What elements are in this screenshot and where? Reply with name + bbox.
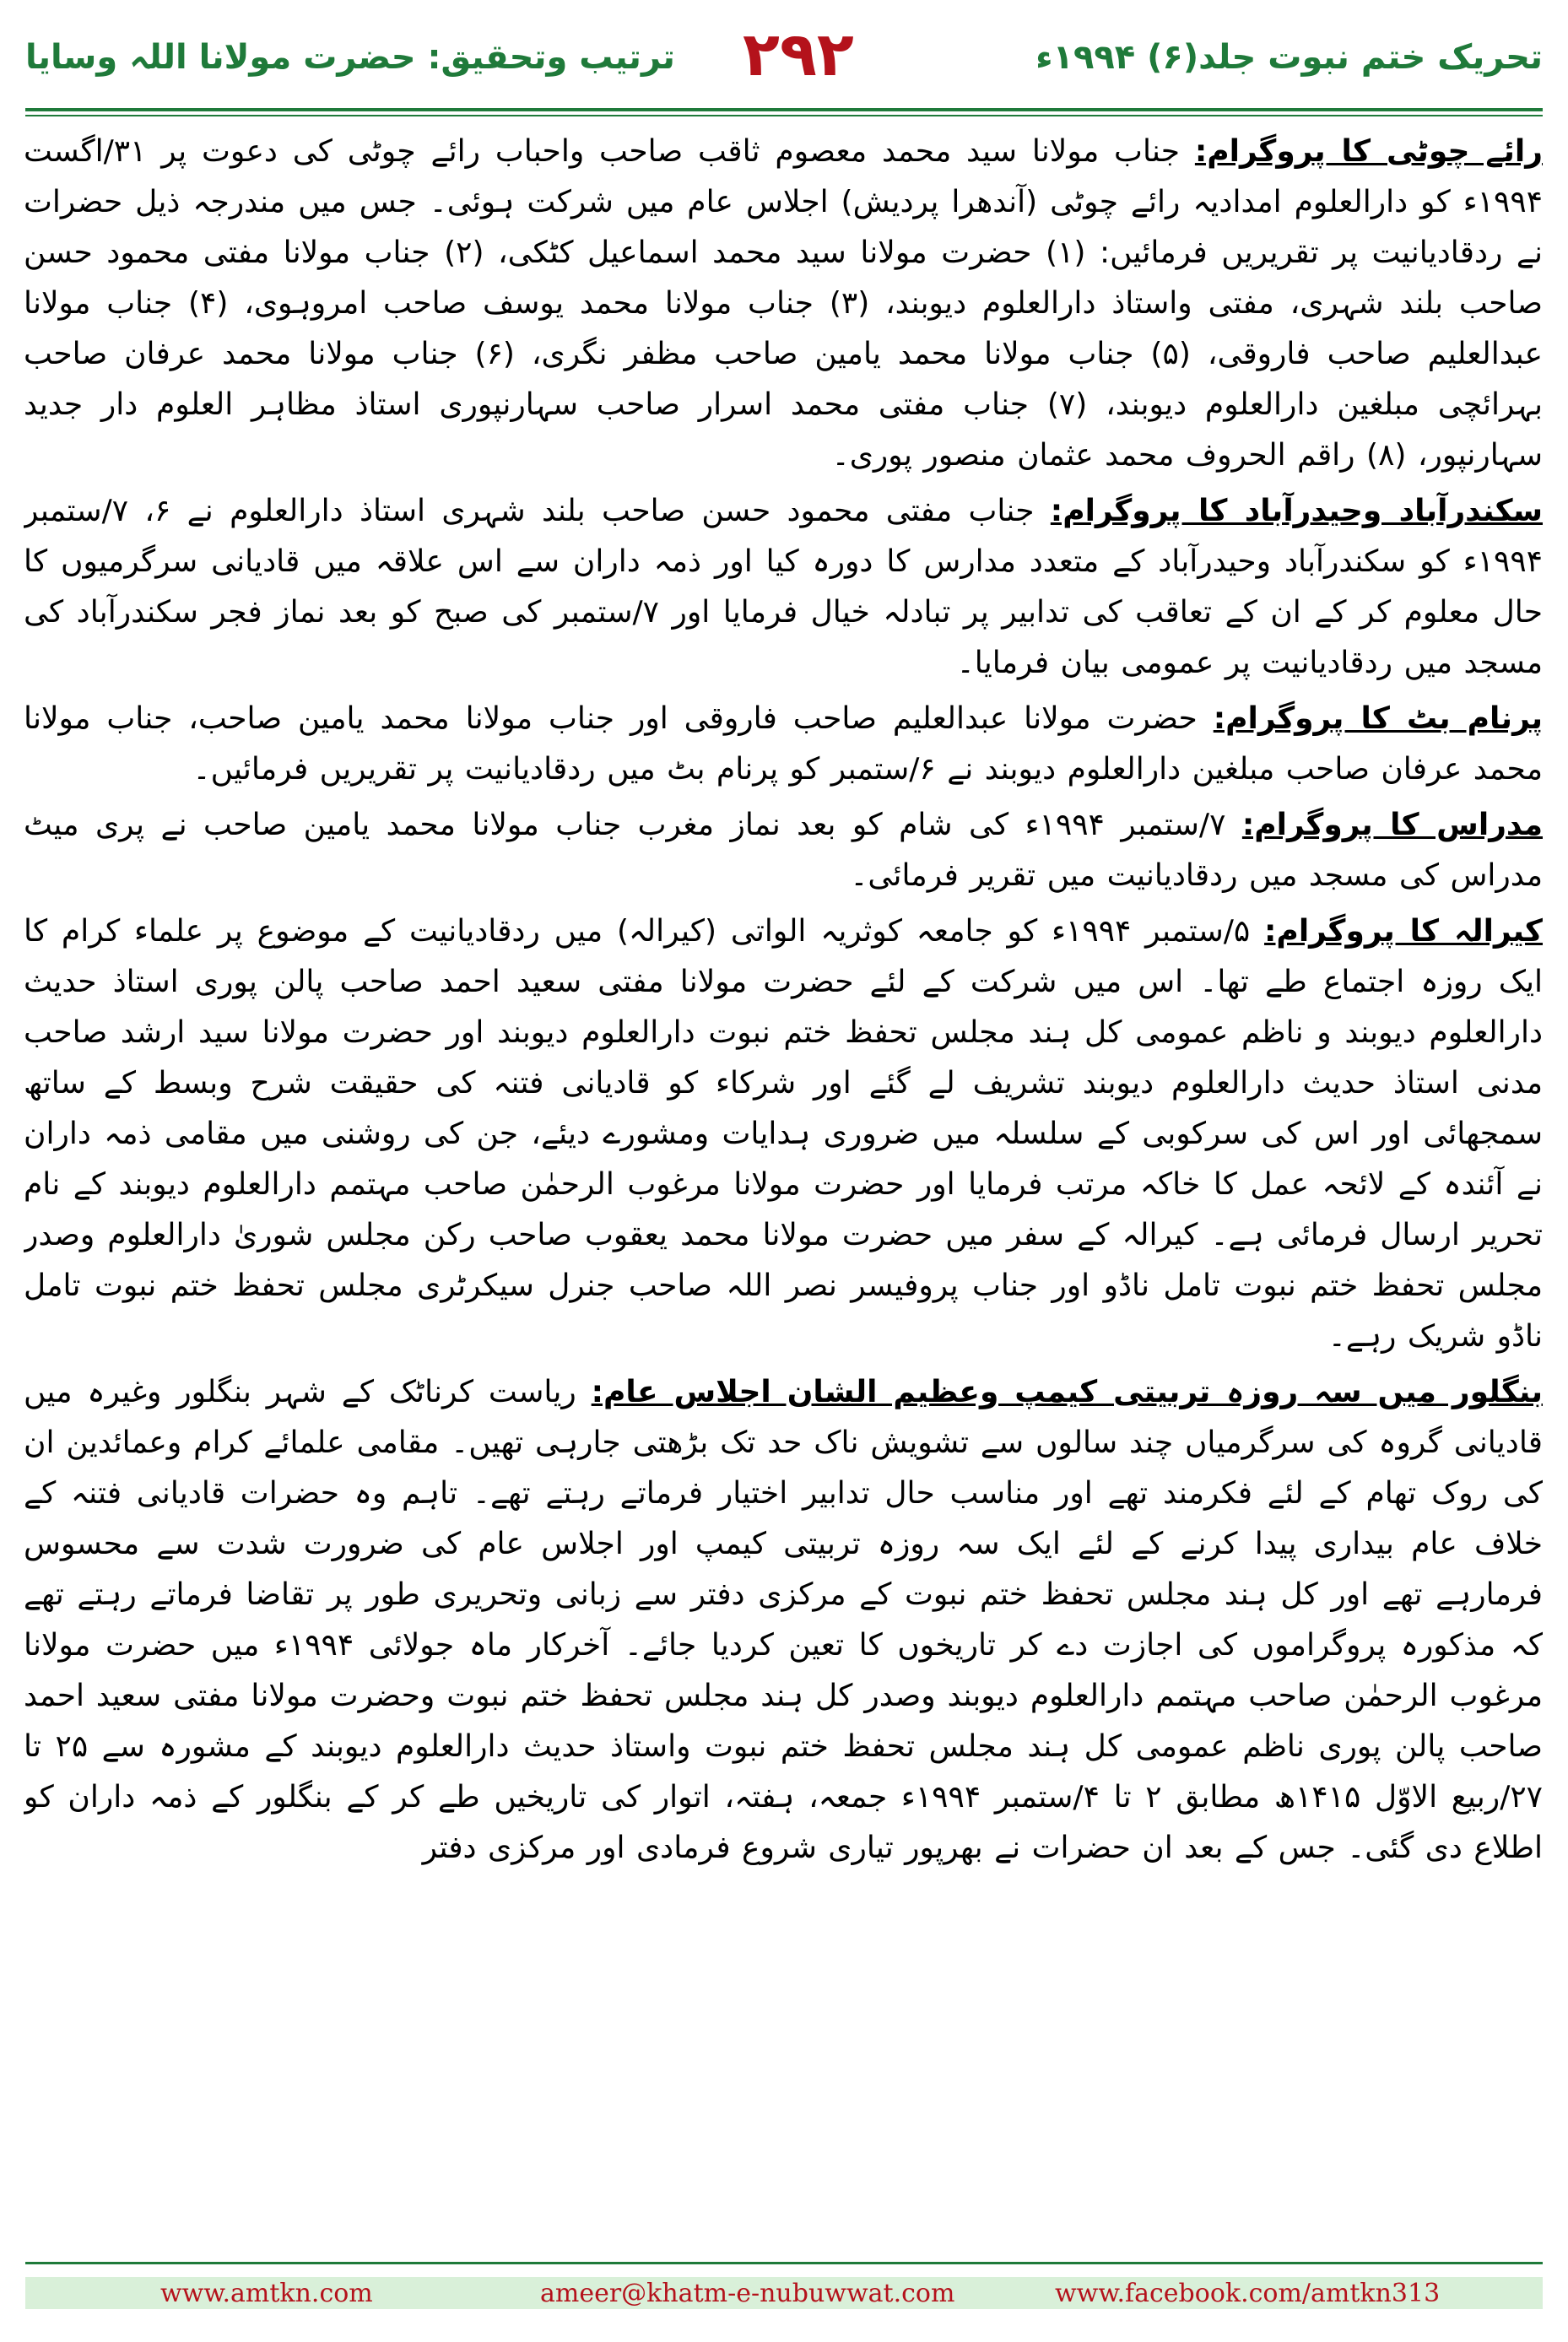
paragraph-kerala [24, 906, 1543, 1362]
page-number: ۲۹۲ [743, 19, 854, 89]
paragraph-text: ریاست کرناٹک کے شہر بنگلور وغیرہ میں قادیانی گروہ کی سرگرمیاں چند سالوں سے تشویش ناک حد تک بڑھتی جارہی تھیں۔ مقامی علمائے کرام وعمائدین ان کی روک تھام کے لئے فکرمند تھے اور مناسب حال تدابیر اختیار فرماتے رہتے تھے۔ تاہم وہ حضرات قادیانی فتنہ کے خلاف عام بیداری پیدا کرنے کے لئے ایک سہ روزہ تربیتی کیمپ اور اجلاس عام کی ضرورت شدت سے محسوس فرمارہے تھے اور کل ہند مجلس تحفظ ختم نبوت کے مرکزی دفتر سے زبانی وتحریری طور پر تقاضا فرماتے رہتے تھے کہ مذکورہ پروگراموں کی اجازت دے کر تاریخوں کا تعین کردیا جائے۔ آخرکار ماہ جولائی ۱۹۹۴ء میں حضرت مولانا مرغوب الرحمٰن صاحب مہتمم دارالعلوم دیوبند وصدر کل ہند مجلس تحفظ ختم نبوت وحضرت مولانا مفتی سعید احمد صاحب پالن پوری ناظم عمومی کل ہند مجلس تحفظ ختم نبوت واستاذ حدیث دارالعلوم دیوبند کے مشورہ سے ۲۵ تا ۲۷/ربیع الاوّل ۱۴۱۵ھ مطابق ۲ تا ۴/ستمبر ۱۹۹۴ء جمعہ، ہفتہ، اتوار کی تاریخیں طے کر کے بنگلور کے ذمہ داران کو اطلاع دی گئی۔ جس کے بعد ان حضرات نے بھرپور تیاری شروع فرمادی اور مرکزی دفتر [24, 1375, 1543, 1865]
paragraph-rae-choti [24, 127, 1543, 481]
section-heading: سکندرآباد وحیدرآباد کا پروگرام: [1050, 494, 1543, 528]
footer-divider [25, 2262, 1543, 2264]
section-heading: رائے چوٹی کا پروگرام: [1194, 134, 1543, 169]
section-heading: کیرالہ کا پروگرام: [1264, 914, 1543, 949]
page-body [24, 127, 1543, 2194]
facebook-link[interactable]: www.facebook.com/amtkn313 [1055, 2279, 1441, 2308]
section-heading: مدراس کا پروگرام: [1241, 808, 1543, 842]
section-heading: بنگلور میں سہ روزہ تربیتی کیمپ وعظیم الشان اجلاس عام: [591, 1375, 1543, 1409]
website-link[interactable]: www.amtkn.com [160, 2279, 373, 2308]
paragraph-text: جناب مولانا سید محمد معصوم ثاقب صاحب واحباب رائے چوٹی کی دعوت پر ۳۱/اگست ۱۹۹۴ء کو دارالعلوم امدادیہ رائے چوٹی (آندھرا پردیش) اجلاس عام میں شرکت ہوئی۔ جس میں مندرجہ ذیل حضرات نے ردقادیانیت پر تقریریں فرمائیں: (۱) حضرت مولانا سید محمد اسماعیل کٹکی، (۲) جناب مولانا مفتی محمود حسن صاحب بلند شہری، مفتی واستاذ دارالعلوم دیوبند، (۳) جناب مولانا محمد یوسف صاحب امروہوی، (۴) جناب مولانا عبدالعلیم صاحب فاروقی، (۵) جناب مولانا محمد یامین صاحب مظفر نگری، (۶) جناب مولانا محمد عرفان صاحب بہرائچی مبلغین دارالعلوم دیوبند، (۷) جناب مفتی محمد اسرار صاحب سہارنپوری استاذ مظاہر العلوم دار جدید سہارنپور، (۸) راقم الحروف محمد عثمان منصور پوری۔ [24, 134, 1543, 473]
section-heading: پرنام بٹ کا پروگرام: [1213, 701, 1543, 736]
page-footer [0, 2262, 1568, 2342]
paragraph-text: ۷/ستمبر ۱۹۹۴ء کی شام کو بعد نماز مغرب جناب مولانا محمد یامین صاحب نے پری میٹ مدراس کی مسجد میں ردقادیانیت میں تقریر فرمائی۔ [24, 808, 1543, 893]
paragraph-text: ۵/ستمبر ۱۹۹۴ء کو جامعہ کوثریہ الواتی (کیرالہ) میں ردقادیانیت کے موضوع پر علماء کرام کا ایک روزہ اجتماع طے تھا۔ اس میں شرکت کے لئے حضرت مولانا مفتی سعید احمد صاحب پالن پوری استاذ حدیث دارالعلوم دیوبند و ناظم عمومی کل ہند مجلس تحفظ ختم نبوت دارالعلوم دیوبند اور حضرت مولانا سید ارشد صاحب مدنی استاذ حدیث دارالعلوم دیوبند تشریف لے گئے اور شرکاء کو قادیانی فتنہ کی حقیقت شرح وبسط کے ساتھ سمجھائی اور اس کی سرکوبی کے سلسلہ میں ضروری ہدایات ومشورے دیئے، جن کی روشنی میں مقامی ذمہ داران نے آئندہ کے لائحہ عمل کا خاکہ مرتب فرمایا اور حضرت مولانا مرغوب الرحمٰن صاحب مہتمم دارالعلوم دیوبند کے نام تحریر ارسال فرمائی ہے۔ کیرالہ کے سفر میں حضرت مولانا محمد یعقوب صاحب رکن مجلس شوریٰ دارالعلوم وصدر مجلس تحفظ ختم نبوت تامل ناڈو اور جناب پروفیسر نصر اللہ صاحب جنرل سیکرٹری مجلس تحفظ ختم نبوت تامل ناڈو شریک رہے۔ [24, 914, 1543, 1354]
book-title: تحریک ختم نبوت جلد(۶) ۱۹۹۴ء [1035, 38, 1543, 77]
header-divider [25, 108, 1543, 116]
email-link[interactable]: ameer@khatm-e-nubuwwat.com [540, 2279, 955, 2308]
paragraph-text: حضرت مولانا عبدالعلیم صاحب فاروقی اور جناب مولانا محمد یامین صاحب، جناب مولانا محمد عرفان صاحب مبلغین دارالعلوم دیوبند نے ۶/ستمبر کو پرنام بٹ میں ردقادیانیت پر تقریریں فرمائیں۔ [24, 701, 1543, 787]
paragraph-bangalore [24, 1367, 1543, 1874]
paragraph-text: جناب مفتی محمود حسن صاحب بلند شہری استاذ دارالعلوم نے ۶، ۷/ستمبر ۱۹۹۴ء کو سکندرآباد وحیدرآباد کے متعدد مدارس کا دورہ کیا اور ذمہ داران سے اس علاقہ میں قادیانی سرگرمیوں کا حال معلوم کر کے ان کے تعاقب کی تدابیر پر تبادلہ خیال فرمایا اور ۷/ستمبر کی صبح کو بعد نماز فجر سکندرآباد کی مسجد میں ردقادیانیت پر عمومی بیان فرمایا۔ [24, 494, 1543, 680]
paragraph-madras [24, 800, 1543, 901]
paragraph-secunderabad [24, 486, 1543, 689]
paragraph-pernambut [24, 694, 1543, 795]
page-header [0, 0, 1568, 127]
compiler-credit: ترتیب وتحقیق: حضرت مولانا اللہ وسایا [25, 38, 675, 77]
